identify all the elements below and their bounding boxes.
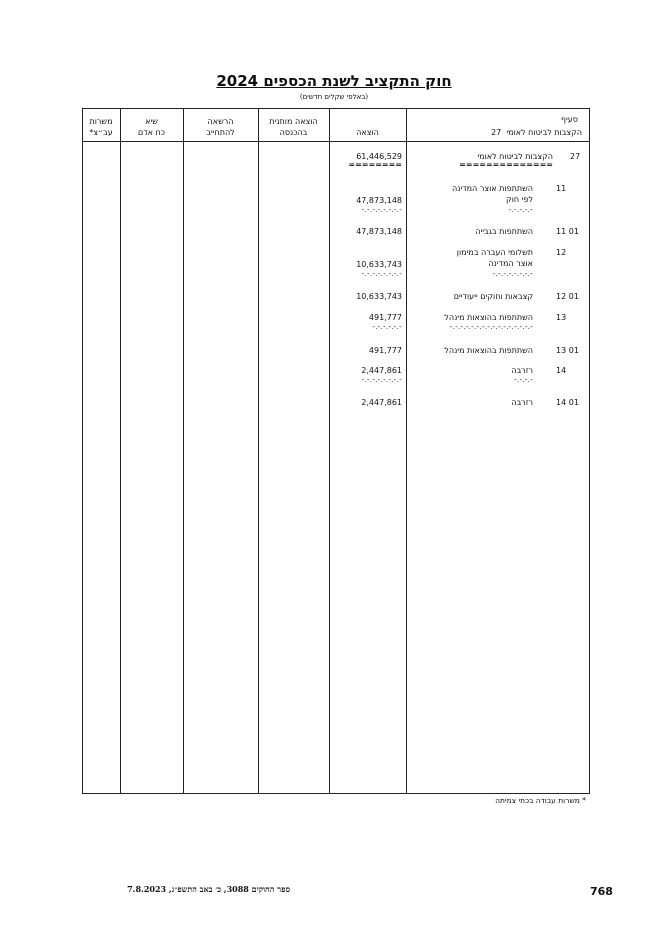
row-amount-underline: -.-.-.-.-.-: [372, 323, 402, 331]
row-name: קצבאות וחוקים ייעודיים: [453, 292, 533, 301]
row-amount: 10,633,743: [356, 292, 402, 301]
row-amount: 10,633,743: [356, 260, 402, 269]
row-name: הקצבות לביטוח לאומי: [477, 152, 553, 161]
row-amount: 47,873,148: [356, 227, 402, 236]
row-code: 12: [556, 248, 567, 257]
row-amount-underline: -.-.-.-.-.-.-.-: [361, 270, 402, 278]
publication-reference: ספר החוקים 3088, כ׳ באב התשפ״ג, 7.8.2023: [127, 884, 290, 894]
row-code: 11 01: [556, 227, 579, 236]
row-name-line2: אוצר המדינה: [488, 259, 533, 268]
row-code: 14: [556, 366, 567, 375]
row-amount-underline: -.-.-.-.-.-.-.-: [361, 376, 402, 384]
row-name-underline: -.-.-.-.-.-.-.-.-.-.-.-.-.-.-.-: [449, 323, 533, 331]
row-name-underline: -.-.-.-.-.-.-.-: [492, 270, 533, 278]
column-divider: [183, 108, 184, 794]
row-code: 14 01: [556, 398, 579, 407]
row-amount: 47,873,148: [356, 196, 402, 205]
row-amount: 491,777: [368, 313, 402, 322]
row-name-underline: ==============: [459, 161, 553, 169]
page-title: חוק התקציב לשנת הכספים 2024: [216, 72, 452, 90]
header-section-word: סעיף: [560, 115, 578, 124]
row-name: השתתפות בהוצאות מינהל: [444, 346, 533, 355]
row-amount: 61,446,529: [356, 152, 402, 161]
row-name-underline: -.-.-.-: [514, 376, 533, 384]
header-section: הקצבות לביטוח לאומי 27: [491, 128, 582, 137]
row-code: 13 01: [556, 346, 579, 355]
row-code: 11: [556, 184, 567, 193]
row-code: 13: [556, 313, 567, 322]
row-name: רזרבה: [511, 366, 533, 375]
header-expense: הוצאה: [356, 128, 379, 137]
row-name: השתתפות בגבייה: [475, 227, 533, 236]
column-divider: [258, 108, 259, 794]
header-peak-personnel: שיא כח אדם: [137, 117, 166, 137]
row-name: השתתפות בהוצאות מינהל: [444, 313, 533, 322]
page-subtitle: (באלפי שקלים חדשים): [299, 93, 369, 101]
row-amount: 491,777: [368, 346, 402, 355]
header-commitment: הרשאה להתחייב: [206, 117, 235, 137]
row-amount-underline: ========: [348, 161, 402, 169]
row-amount: 2,447,861: [361, 398, 402, 407]
row-name-line2: לפי חוק: [506, 195, 533, 204]
row-code: 27: [570, 152, 581, 161]
column-divider: [329, 108, 330, 794]
column-divider: [406, 108, 407, 794]
row-amount-underline: -.-.-.-.-.-.-.-: [361, 206, 402, 214]
header-divider: [82, 141, 590, 142]
row-amount: 2,447,861: [361, 366, 402, 375]
column-divider: [120, 108, 121, 794]
row-name: השתתפות אוצר המדינה: [452, 184, 533, 193]
page-number: 768: [590, 885, 613, 898]
row-name: רזרבה: [511, 398, 533, 407]
header-posts: משרות עב״צ*: [89, 117, 113, 137]
header-conditional-expense: הוצאה מותנית בהכנסה: [269, 117, 318, 137]
row-name-underline: -.-.-.-.-: [508, 206, 533, 214]
footnote: * משרות עבודה בכתי צמיתה: [495, 796, 586, 805]
row-name: תשלומי העברה במימון: [456, 248, 533, 257]
row-code: 12 01: [556, 292, 579, 301]
